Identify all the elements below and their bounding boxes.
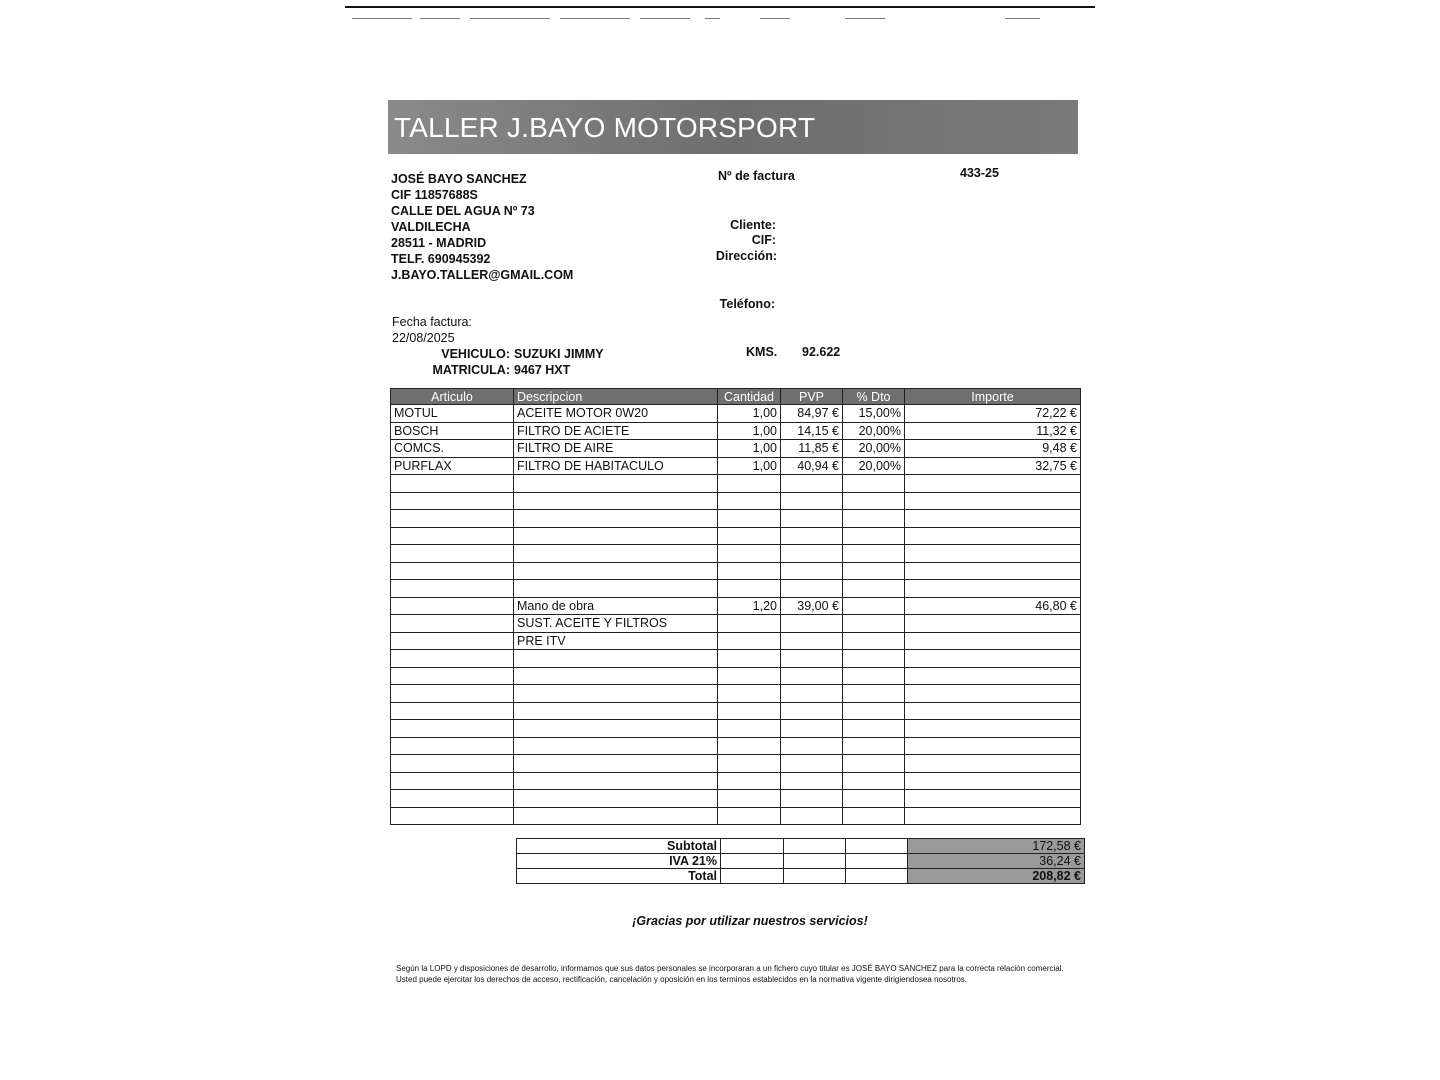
- kms-label: KMS.: [746, 345, 778, 359]
- item-importe: [905, 772, 1081, 790]
- item-cantidad: [718, 807, 781, 825]
- table-row: [391, 440, 1081, 458]
- scan-dash: [470, 18, 550, 19]
- invoice-number: 433-25: [960, 166, 999, 180]
- item-importe: 11,32 €: [905, 422, 1081, 440]
- company-cif: CIF 11857688S: [391, 188, 478, 202]
- item-articulo: [391, 562, 514, 580]
- company-name: JOSÉ BAYO SANCHEZ: [391, 172, 527, 186]
- item-pvp: [781, 737, 843, 755]
- item-cantidad: [718, 720, 781, 738]
- scan-dash: [705, 18, 720, 19]
- item-pvp: [781, 492, 843, 510]
- item-importe: [905, 632, 1081, 650]
- invoice-items-table: [390, 388, 1081, 825]
- item-dto: [843, 790, 905, 808]
- item-importe: [905, 545, 1081, 563]
- iva-label: IVA 21%: [517, 854, 721, 869]
- table-header-row: [391, 389, 1081, 405]
- table-row: [391, 755, 1081, 773]
- table-row: [391, 597, 1081, 615]
- item-pvp: [781, 755, 843, 773]
- item-articulo: [391, 772, 514, 790]
- item-descripcion: [514, 492, 718, 510]
- item-articulo: [391, 597, 514, 615]
- item-cantidad: [718, 527, 781, 545]
- header-cantidad: Cantidad: [718, 389, 781, 405]
- item-descripcion: PRE ITV: [514, 632, 718, 650]
- item-descripcion: [514, 702, 718, 720]
- client-label: Cliente:: [730, 218, 776, 232]
- item-importe: [905, 615, 1081, 633]
- vehicle-label: VEHICULO:: [441, 347, 510, 361]
- item-pvp: 84,97 €: [781, 405, 843, 423]
- item-pvp: [781, 527, 843, 545]
- item-cantidad: 1,00: [718, 405, 781, 423]
- kms-value: 92.622: [802, 345, 841, 359]
- item-descripcion: [514, 545, 718, 563]
- table-row: [391, 510, 1081, 528]
- item-dto: [843, 580, 905, 598]
- item-cantidad: [718, 492, 781, 510]
- empty-cell: [721, 854, 784, 869]
- subtotal-label: Subtotal: [517, 839, 721, 854]
- item-dto: [843, 772, 905, 790]
- iva-value: 36,24 €: [908, 854, 1085, 869]
- item-articulo: [391, 737, 514, 755]
- item-descripcion: [514, 790, 718, 808]
- item-pvp: [781, 720, 843, 738]
- total-label: Total: [517, 869, 721, 884]
- table-row: [391, 492, 1081, 510]
- item-articulo: PURFLAX: [391, 457, 514, 475]
- item-pvp: 14,15 €: [781, 422, 843, 440]
- item-dto: [843, 475, 905, 493]
- item-dto: [843, 562, 905, 580]
- item-articulo: [391, 475, 514, 493]
- item-dto: [843, 597, 905, 615]
- item-pvp: [781, 790, 843, 808]
- empty-cell: [784, 869, 846, 884]
- item-dto: [843, 615, 905, 633]
- item-articulo: BOSCH: [391, 422, 514, 440]
- empty-cell: [846, 839, 908, 854]
- table-row: [391, 667, 1081, 685]
- table-row: [391, 807, 1081, 825]
- item-dto: [843, 667, 905, 685]
- scan-dash: [352, 18, 412, 19]
- subtotal-value: 172,58 €: [908, 839, 1085, 854]
- item-cantidad: [718, 632, 781, 650]
- header-pvp: PVP: [781, 389, 843, 405]
- item-dto: [843, 737, 905, 755]
- item-articulo: [391, 667, 514, 685]
- empty-cell: [721, 839, 784, 854]
- item-dto: [843, 632, 905, 650]
- thanks-message: ¡Gracias por utilizar nuestros servicios!: [632, 914, 868, 928]
- item-importe: [905, 562, 1081, 580]
- iva-row: [517, 854, 1085, 869]
- item-importe: [905, 685, 1081, 703]
- item-cantidad: [718, 615, 781, 633]
- invoice-date-label: Fecha factura:: [392, 315, 472, 329]
- item-pvp: [781, 580, 843, 598]
- item-cantidad: [718, 562, 781, 580]
- company-phone: TELF. 690945392: [391, 252, 491, 266]
- invoice-date: 22/08/2025: [392, 331, 455, 345]
- table-row: [391, 615, 1081, 633]
- item-pvp: [781, 807, 843, 825]
- totals-table: [516, 838, 1085, 884]
- item-importe: [905, 475, 1081, 493]
- item-importe: [905, 580, 1081, 598]
- item-pvp: [781, 475, 843, 493]
- item-cantidad: [718, 580, 781, 598]
- client-phone-label: Teléfono:: [719, 297, 775, 311]
- item-pvp: [781, 632, 843, 650]
- legal-notice: Según la LOPD y disposiciones de desarrollo, informamos que sus datos personales se incorporaran a un fichero cuyo titular es JOSÉ BAYO SANCHEZ para la correcta relación comercial. Usted puede ejercitar los derechos de acceso, rectificación, cancelación y oposición en los terminos establecidos en la normativa vigente dirigiendosea nosotros.: [396, 964, 1064, 984]
- item-articulo: [391, 685, 514, 703]
- empty-cell: [784, 854, 846, 869]
- item-cantidad: [718, 510, 781, 528]
- table-row: [391, 650, 1081, 668]
- item-importe: 72,22 €: [905, 405, 1081, 423]
- item-dto: 15,00%: [843, 405, 905, 423]
- total-value: 208,82 €: [908, 869, 1085, 884]
- item-articulo: [391, 527, 514, 545]
- item-dto: 20,00%: [843, 422, 905, 440]
- item-cantidad: [718, 685, 781, 703]
- item-descripcion: ACEITE MOTOR 0W20: [514, 405, 718, 423]
- item-articulo: COMCS.: [391, 440, 514, 458]
- item-pvp: [781, 615, 843, 633]
- item-dto: [843, 650, 905, 668]
- scan-dash: [1005, 18, 1040, 19]
- item-dto: [843, 492, 905, 510]
- empty-cell: [846, 854, 908, 869]
- item-importe: [905, 720, 1081, 738]
- table-row: [391, 772, 1081, 790]
- item-descripcion: [514, 685, 718, 703]
- scan-dash: [640, 18, 690, 19]
- plate-value: 9467 HXT: [514, 363, 571, 377]
- table-row: [391, 632, 1081, 650]
- item-descripcion: [514, 475, 718, 493]
- item-dto: [843, 510, 905, 528]
- item-dto: [843, 685, 905, 703]
- item-pvp: 39,00 €: [781, 597, 843, 615]
- client-cif-label: CIF:: [751, 233, 776, 247]
- table-row: [391, 685, 1081, 703]
- vehicle-value: SUZUKI JIMMY: [514, 347, 604, 361]
- table-row: [391, 527, 1081, 545]
- table-row: [391, 457, 1081, 475]
- item-importe: [905, 650, 1081, 668]
- company-address: CALLE DEL AGUA Nº 73: [391, 204, 535, 218]
- item-descripcion: [514, 510, 718, 528]
- table-row: [391, 737, 1081, 755]
- item-articulo: [391, 492, 514, 510]
- item-importe: [905, 667, 1081, 685]
- company-banner: [388, 100, 1078, 154]
- item-articulo: [391, 720, 514, 738]
- table-row: [391, 405, 1081, 423]
- item-cantidad: [718, 545, 781, 563]
- item-dto: [843, 545, 905, 563]
- item-descripcion: [514, 720, 718, 738]
- item-cantidad: 1,00: [718, 457, 781, 475]
- scan-dash: [420, 18, 460, 19]
- scan-dash: [845, 18, 885, 19]
- item-descripcion: [514, 580, 718, 598]
- item-pvp: [781, 772, 843, 790]
- item-importe: 32,75 €: [905, 457, 1081, 475]
- company-postal: 28511 - MADRID: [391, 236, 487, 250]
- scan-dash: [560, 18, 630, 19]
- item-descripcion: [514, 807, 718, 825]
- item-articulo: [391, 702, 514, 720]
- item-descripcion: [514, 527, 718, 545]
- item-cantidad: [718, 772, 781, 790]
- company-town: VALDILECHA: [391, 220, 471, 234]
- item-descripcion: [514, 772, 718, 790]
- item-articulo: [391, 580, 514, 598]
- item-dto: [843, 720, 905, 738]
- item-pvp: [781, 702, 843, 720]
- item-articulo: [391, 790, 514, 808]
- item-articulo: [391, 632, 514, 650]
- item-cantidad: [718, 667, 781, 685]
- table-row: [391, 790, 1081, 808]
- item-cantidad: [718, 790, 781, 808]
- item-importe: [905, 755, 1081, 773]
- item-cantidad: [718, 737, 781, 755]
- item-cantidad: 1,20: [718, 597, 781, 615]
- item-descripcion: FILTRO DE AIRE: [514, 440, 718, 458]
- header-articulo: Articulo: [391, 389, 514, 405]
- item-pvp: [781, 510, 843, 528]
- item-descripcion: FILTRO DE HABITACULO: [514, 457, 718, 475]
- table-row: [391, 475, 1081, 493]
- item-dto: [843, 527, 905, 545]
- item-importe: [905, 702, 1081, 720]
- table-row: [391, 422, 1081, 440]
- header-descripcion: Descripcion: [514, 389, 718, 405]
- item-articulo: [391, 615, 514, 633]
- item-pvp: [781, 545, 843, 563]
- item-descripcion: SUST. ACEITE Y FILTROS: [514, 615, 718, 633]
- item-articulo: [391, 755, 514, 773]
- item-dto: 20,00%: [843, 440, 905, 458]
- item-importe: [905, 492, 1081, 510]
- item-articulo: [391, 807, 514, 825]
- scan-dash: [760, 18, 790, 19]
- item-importe: [905, 807, 1081, 825]
- item-importe: 9,48 €: [905, 440, 1081, 458]
- item-cantidad: [718, 475, 781, 493]
- table-row: [391, 702, 1081, 720]
- item-descripcion: Mano de obra: [514, 597, 718, 615]
- item-descripcion: [514, 562, 718, 580]
- item-dto: [843, 702, 905, 720]
- plate-label: MATRICULA:: [432, 363, 510, 377]
- item-articulo: [391, 545, 514, 563]
- table-row: [391, 580, 1081, 598]
- item-pvp: [781, 667, 843, 685]
- item-dto: [843, 807, 905, 825]
- item-pvp: [781, 562, 843, 580]
- item-pvp: [781, 685, 843, 703]
- item-cantidad: [718, 650, 781, 668]
- item-importe: [905, 510, 1081, 528]
- company-info: [391, 171, 573, 283]
- empty-cell: [846, 869, 908, 884]
- item-dto: 20,00%: [843, 457, 905, 475]
- header-importe: Importe: [905, 389, 1081, 405]
- item-dto: [843, 755, 905, 773]
- company-banner-title: TALLER J.BAYO MOTORSPORT: [394, 112, 816, 143]
- total-row: [517, 869, 1085, 884]
- subtotal-row: [517, 839, 1085, 854]
- item-pvp: 40,94 €: [781, 457, 843, 475]
- empty-cell: [784, 839, 846, 854]
- item-cantidad: [718, 702, 781, 720]
- item-importe: [905, 790, 1081, 808]
- invoice-number-label: Nº de factura: [718, 169, 795, 183]
- table-row: [391, 545, 1081, 563]
- item-articulo: [391, 510, 514, 528]
- item-pvp: [781, 650, 843, 668]
- item-articulo: MOTUL: [391, 405, 514, 423]
- item-descripcion: [514, 755, 718, 773]
- item-importe: [905, 737, 1081, 755]
- item-cantidad: 1,00: [718, 440, 781, 458]
- item-descripcion: [514, 667, 718, 685]
- header-dto: % Dto: [843, 389, 905, 405]
- client-address-label: Dirección:: [715, 249, 777, 263]
- empty-cell: [721, 869, 784, 884]
- scan-top-rule: [345, 6, 1095, 8]
- item-importe: [905, 527, 1081, 545]
- item-descripcion: FILTRO DE ACIETE: [514, 422, 718, 440]
- company-email: J.BAYO.TALLER@GMAIL.COM: [391, 268, 574, 282]
- table-row: [391, 562, 1081, 580]
- item-descripcion: [514, 650, 718, 668]
- item-cantidad: [718, 755, 781, 773]
- item-articulo: [391, 650, 514, 668]
- table-row: [391, 720, 1081, 738]
- item-importe: 46,80 €: [905, 597, 1081, 615]
- item-cantidad: 1,00: [718, 422, 781, 440]
- item-pvp: 11,85 €: [781, 440, 843, 458]
- item-descripcion: [514, 737, 718, 755]
